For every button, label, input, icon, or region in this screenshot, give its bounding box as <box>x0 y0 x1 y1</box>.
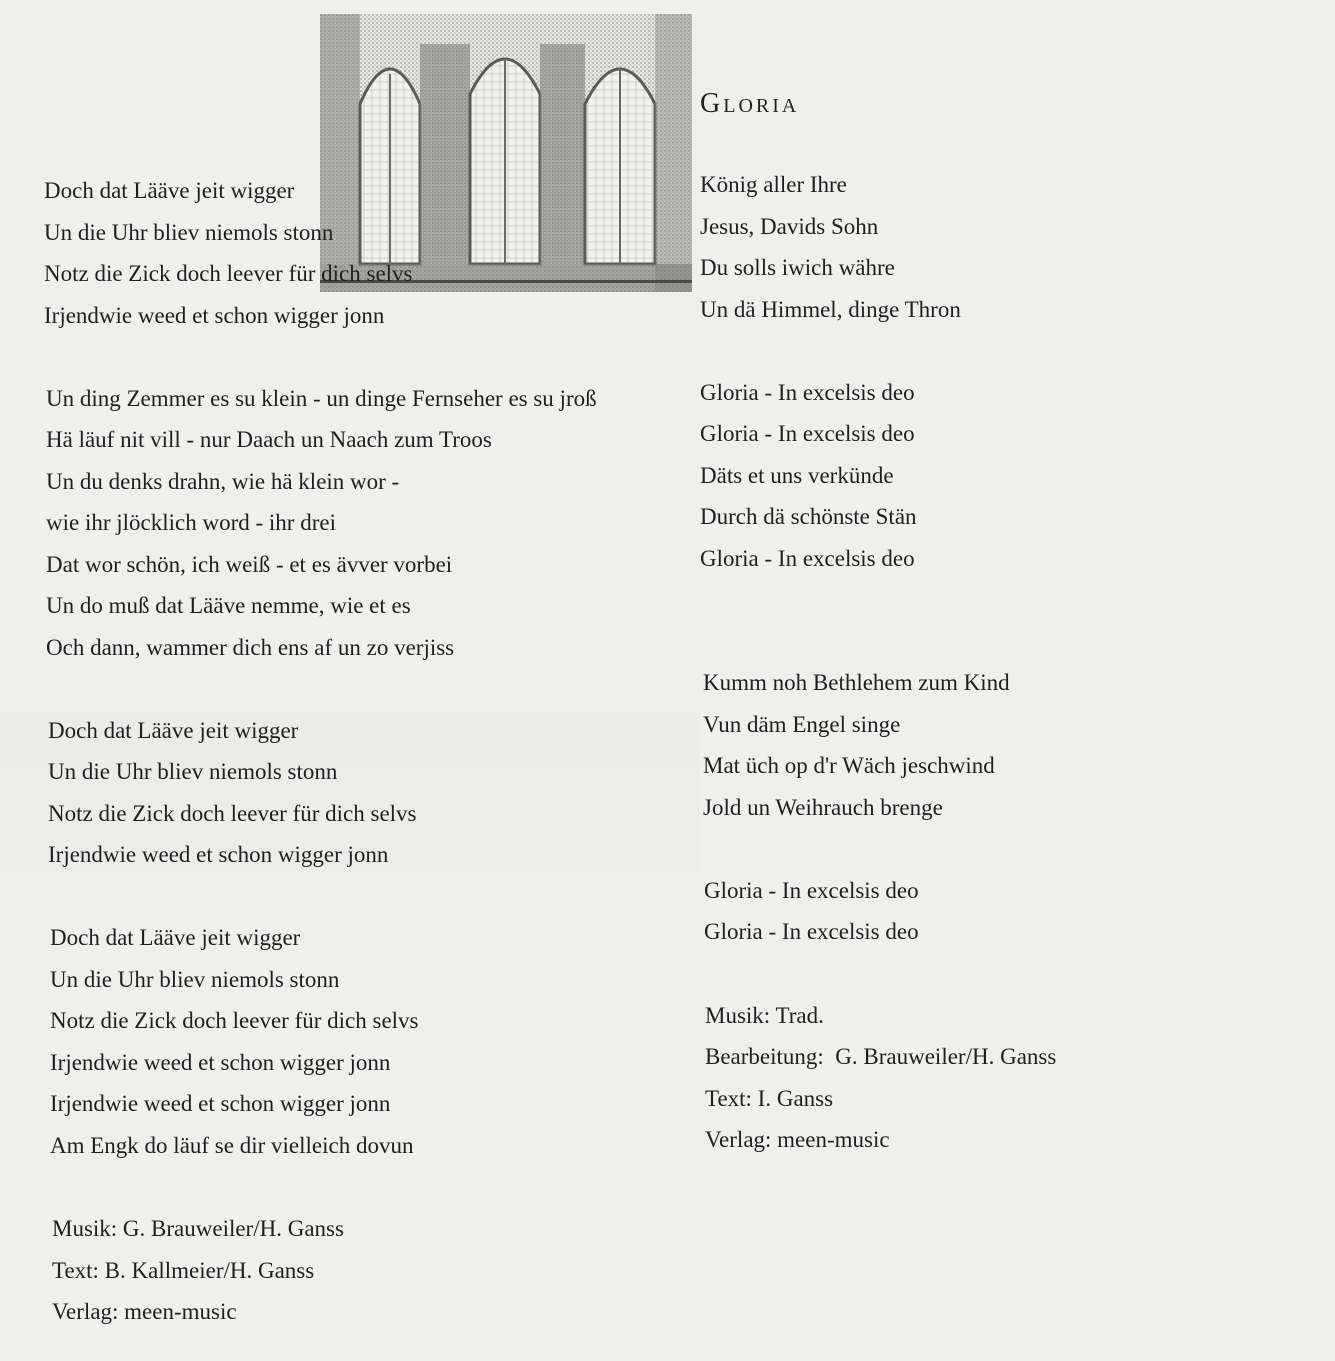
credits <box>700 995 1320 1161</box>
lyric-line: Hä läuf nit vill - nur Daach un Naach zum Troos <box>46 427 492 452</box>
lyric-line: wie ihr jlöcklich word - ihr drei <box>46 510 336 535</box>
credit-publisher: Verlag: meen-music <box>705 1127 890 1152</box>
lyric-line: Notz die Zick doch leever für dich selvs <box>44 261 413 286</box>
lyric-line: Doch dat Lääve jeit wigger <box>50 925 301 950</box>
lyric-line: Am Engk do läuf se dir vielleich dovun <box>50 1132 414 1158</box>
lyric-line: König aller Ihre <box>700 172 847 197</box>
credit-publisher: Verlag: meen-music <box>52 1299 237 1324</box>
lyric-line: Doch dat Lääve jeit wigger <box>48 717 299 743</box>
lyric-line: Jold un Weihrauch brenge <box>703 794 943 820</box>
lyric-line: Gloria - In excelsis deo <box>700 545 915 571</box>
lyric-line: Irjendwie weed et schon wigger jonn <box>44 302 385 328</box>
lyric-line: Däts et uns verkünde <box>700 462 894 488</box>
stanza <box>700 164 1320 330</box>
lyric-line: Du solls iwich währe <box>700 255 895 280</box>
lyric-line: Vun däm Engel singe <box>703 711 901 737</box>
stanza <box>44 170 664 336</box>
credit-music: Musik: G. Brauweiler/H. Ganss <box>52 1216 344 1241</box>
song-title: Gloria <box>700 88 800 119</box>
lyric-line: Doch dat Lääve jeit wigger <box>44 178 295 203</box>
lyric-line: Notz die Zick doch leever für dich selvs <box>48 800 417 826</box>
lyric-line: Irjendwie weed et schon wigger jonn <box>50 1091 391 1116</box>
lyric-line: Un dä Himmel, dinge Thron <box>700 296 961 322</box>
lyric-line: Jesus, Davids Sohn <box>700 213 879 239</box>
lyric-line: Dat wor schön, ich weiß - et es ävver vorbei <box>46 551 453 577</box>
lyric-line: Mat üch op d'r Wäch jeschwind <box>703 753 995 778</box>
credit-text: Text: I. Ganss <box>705 1085 834 1111</box>
lyric-line: Irjendwie weed et schon wigger jonn <box>50 1049 391 1075</box>
lyric-line: Kumm noh Bethlehem zum Kind <box>703 670 1010 695</box>
right-column-lyrics <box>700 84 1320 1161</box>
lyric-line: Gloria - In excelsis deo <box>700 421 915 446</box>
lyric-line: Un die Uhr bliev niemols stonn <box>44 219 334 245</box>
lyric-line: Un ding Zemmer es su klein - un dinge Fernseher es su jroß <box>46 385 597 411</box>
lyric-line: Un do muß dat Lääve nemme, wie et es <box>46 593 411 618</box>
lyric-line: Gloria - In excelsis deo <box>700 379 915 405</box>
left-column-lyrics <box>44 170 664 1333</box>
stanza <box>700 372 1320 580</box>
lyric-line: Gloria - In excelsis deo <box>704 919 919 944</box>
lyric-line: Durch dä schönste Stän <box>700 504 917 529</box>
lyric-line: Un die Uhr bliev niemols stonn <box>50 966 340 992</box>
stanza <box>44 378 664 669</box>
credit-text: Text: B. Kallmeier/H. Ganss <box>52 1257 315 1283</box>
lyric-line: Notz die Zick doch leever für dich selvs <box>50 1008 419 1033</box>
stanza <box>700 662 1320 828</box>
lyric-line: Un die Uhr bliev niemols stonn <box>48 759 338 784</box>
lyric-line: Un du denks drahn, wie hä klein wor - <box>46 468 400 494</box>
stanza <box>44 710 664 876</box>
credit-arrangement: Bearbeitung: G. Brauweiler/H. Ganss <box>705 1044 1057 1069</box>
stanza <box>44 917 664 1166</box>
lyric-line: Och dann, wammer dich ens af un zo verjiss <box>46 634 455 660</box>
stanza <box>700 870 1320 953</box>
lyric-line: Gloria - In excelsis deo <box>704 877 919 903</box>
lyric-line: Irjendwie weed et schon wigger jonn <box>48 842 389 867</box>
credits <box>44 1208 664 1333</box>
credit-music: Musik: Trad. <box>705 1002 824 1028</box>
